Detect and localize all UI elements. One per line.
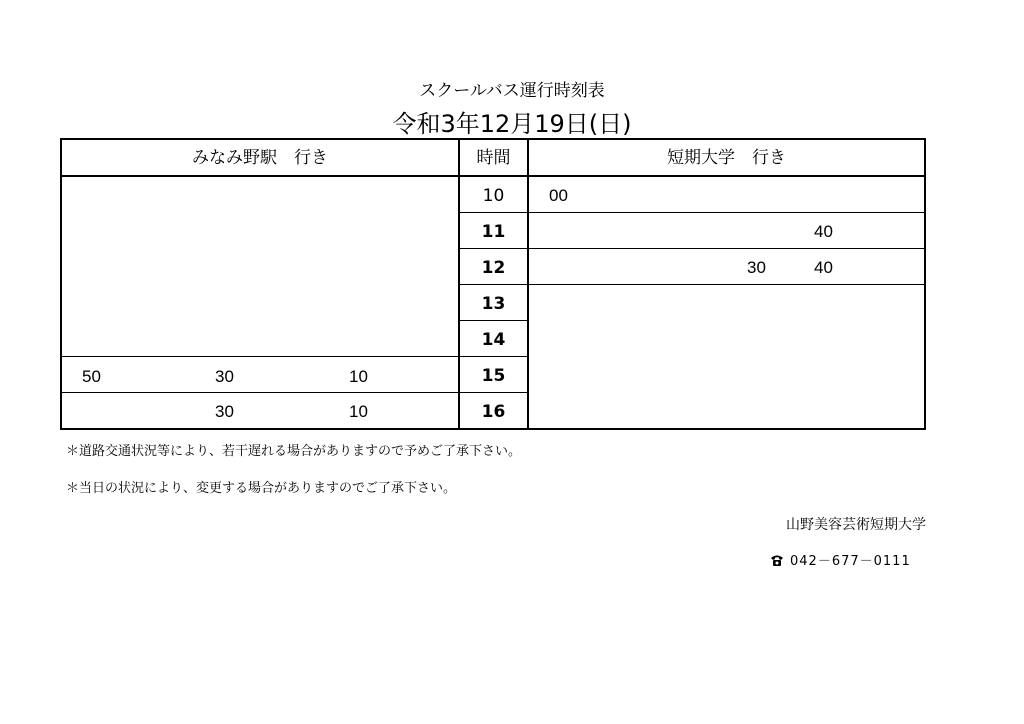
departure-time: 10 (349, 402, 368, 421)
hour-cell: 12 (481, 258, 506, 278)
departure-time: 30 (747, 258, 766, 277)
hour-cell: 10 (482, 186, 505, 206)
departure-time: 40 (814, 222, 833, 241)
hour-cell: 15 (481, 366, 506, 386)
departure-time: 30 (215, 402, 234, 421)
note-change: ＊当日の状況により、変更する場合がありますのでご了承下さい。 (66, 481, 457, 496)
departure-time: 30 (215, 367, 234, 386)
school-name: 山野美容芸術短期大学 (786, 517, 926, 533)
departure-time: 00 (549, 186, 568, 205)
schedule-date: 令和3年12月19日(日) (392, 110, 632, 138)
phone-number-line (770, 550, 911, 571)
hour-cell: 13 (481, 294, 506, 314)
hour-cell: 14 (481, 330, 506, 350)
header-to-college: 短期大学 行き (667, 148, 786, 168)
timetable (60, 138, 926, 430)
header-to-minamino-station: みなみ野駅 行き (192, 148, 328, 168)
departure-time: 50 (82, 367, 101, 386)
hour-cell: 11 (481, 222, 506, 242)
note-delay: ＊道路交通状況等により、若干遅れる場合がありますので予めご了承下さい。 (66, 444, 522, 459)
telephone-icon (770, 554, 784, 571)
phone-number: 042－677－0111 (790, 554, 911, 569)
departure-time: 10 (349, 367, 368, 386)
departure-time: 40 (814, 258, 833, 277)
page-title: スクールバス運行時刻表 (419, 81, 605, 101)
hour-cell: 16 (481, 402, 506, 422)
header-hour: 時間 (476, 148, 511, 168)
